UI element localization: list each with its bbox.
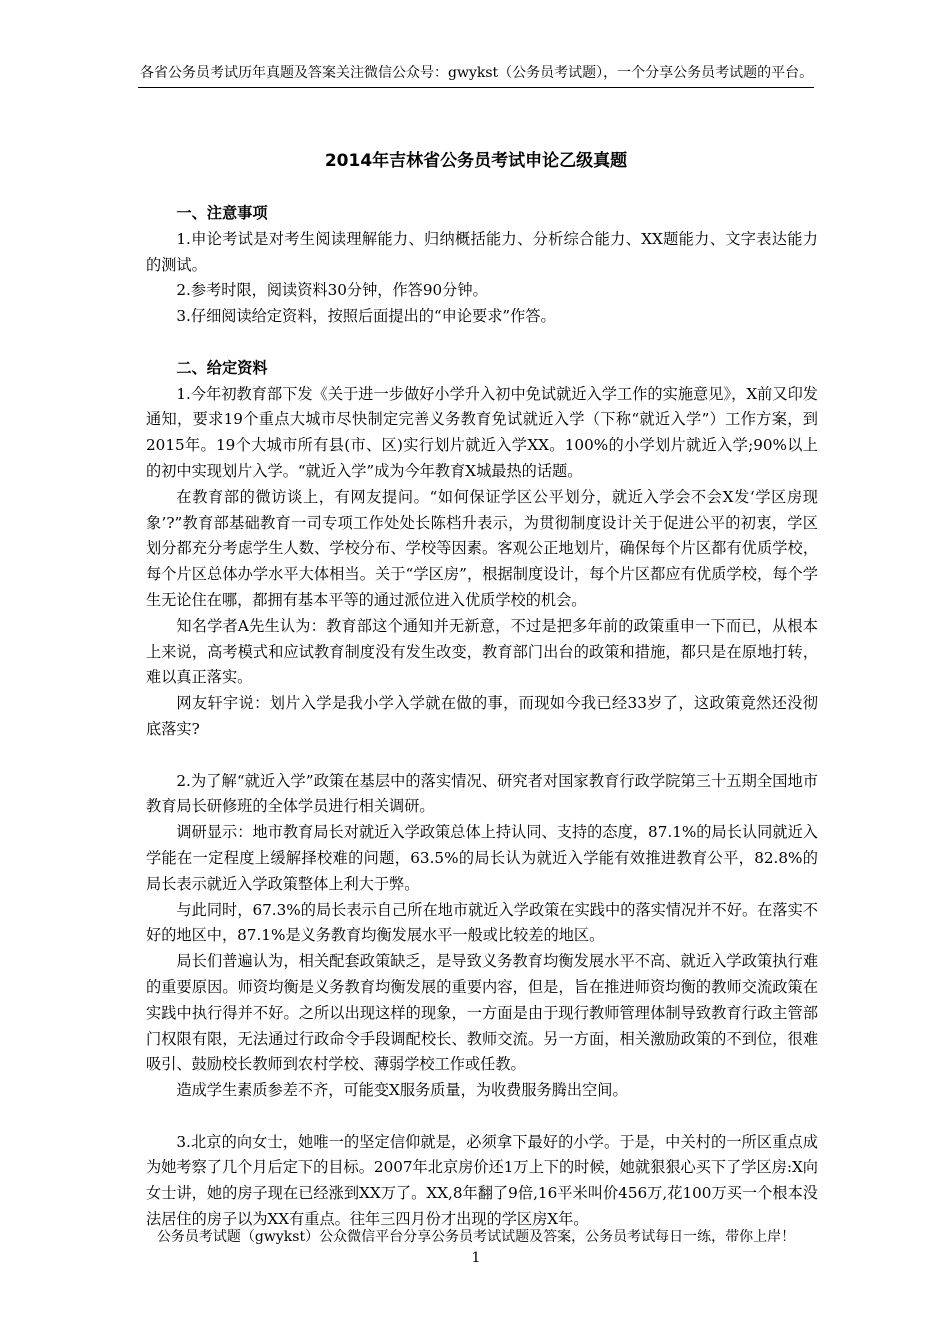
header-divider [138,87,814,88]
material-paragraph: 1.今年初教育部下发《关于进一步做好小学升入初中免试就近入学工作的实施意见》，X前又印发通知，要求19个重点大城市尽快制定完善义务教育免试就近入学（下称“就近入学”）工作方案，到2015年。19个大城市所有县(市、区)实行划片就近入学XX。100%的小学划片就近入学;90%以上的初中实现划片入学。“就近入学”成为今年教育X城最热的话题。 [146,384,818,480]
material-paragraph: 造成学生素质参差不齐，可能变X服务质量，为收费服务腾出空间。 [176,1081,628,1100]
paragraph-gap [146,1104,818,1130]
page-header: 各省公务员考试历年真题及答案关注微信公众号：gwykst（公务员考试题），一个分享公务员考试题的平台。 [140,65,814,81]
material-paragraph: 局长们普遍认为，相关配套政策缺乏，是导致义务教育均衡发展水平不高、就近入学政策执行难的重要原因。师资均衡是义务教育均衡发展的重要内容，但是，旨在推进师资均衡的教师交流政策在实践中执行得并不好。之所以出现这样的现象，一方面是由于现行教师管理体制导致教育行政主管部门权限有限，无法通过行政命令手段调配校长、教师交流。另一方面，相关激励政策的不到位，很难吸引、鼓励校长教师到农村学校、薄弱学校工作或任教。 [146,952,818,1074]
page-footer: 公务员考试题（gwykst）公众微信平台分享公务员考试试题及答案，公务员考试每日一练，带你上岸！ [156,1229,796,1245]
material-paragraph: 与此同时，67.3%的局长表示自己所在地市就近入学政策在实践中的落实情况并不好。在落实不好的地区中，87.1%是义务教育均衡发展水平一般或比较差的地区。 [146,900,818,945]
material-paragraph: 2.为了解“就近入学”政策在基层中的落实情况、研究者对国家教育行政学院第三十五期全国地市教育局长研修班的全体学员进行相关调研。 [146,771,818,816]
material-paragraph: 在教育部的微访谈上，有网友提问。“如何保证学区公平划分，就近入学会不会X发‘学区房现象’?”教育部基础教育一司专项工作处处长陈档升表示，为贯彻制度设计关于促进公平的初衷，学区划分都充分考虑学生人数、学校分布、学校等因素。客观公正地划片，确保每个片区都有优质学校，每个片区总体办学水平大体相当。关于“学区房”，根据制度设计，每个片区都应有优质学校，每个学生无论住在哪，都拥有基本平等的通过派位进入优质学校的机会。 [146,487,818,609]
notice-item: 3.仔细阅读给定资料，按照后面提出的“申论要求”作答。 [176,307,556,326]
paragraph-gap [146,743,818,769]
section-heading-materials: 二、给定资料 [176,358,268,377]
section-heading-notice: 一、注意事项 [176,204,268,222]
material-paragraph: 网友轩宇说：划片入学是我小学入学就在做的事，而现如今我已经33岁了，这政策竟然还没彻底落实? [146,694,818,738]
material-paragraph: 3.北京的向女士，她唯一的坚定信仰就是，必须拿下最好的小学。于是，中关村的一所区重点成为她考察了几个月后定下的目标。2007年北京房价还1万上下的时候，她就狠狠心买下了学区房:X向女士讲，她的房子现在已经涨到XX万了。XX,8年翻了9倍,16平米叫价456万,花100万买一个根本没法居住的房子以为XX有重点。往年三四月份才出现的学区房X年。 [146,1132,818,1229]
material-paragraph: 知名学者A先生认为：教育部这个通知并无新意，不过是把多年前的政策重申一下而已，从根本上来说，高考模式和应试教育制度没有发生改变，教育部门出台的政策和措施，都只是在原地打转，难以真正落实。 [146,616,818,687]
document-body [146,201,818,1233]
notice-item: 1.申论考试是对考生阅读理解能力、归纳概括能力、分析综合能力、XX题能力、文字表达能力的测试。 [146,229,818,274]
document-title: 2014年吉林省公务员考试申论乙级真题 [324,151,628,171]
material-paragraph: 调研显示：地市教育局长对就近入学政策总体上持认同、支持的态度，87.1%的局长认同就近入学能在一定程度上缓解择校难的问题，63.5%的局长认为就近入学能有效推进教育公平，82.8%的局长表示就近入学政策整体上利大于弊。 [146,823,818,893]
page-number: 1 [471,1250,481,1266]
paragraph-gap [146,330,818,356]
notice-item: 2.参考时限，阅读资料30分钟，作答90分钟。 [176,281,488,300]
